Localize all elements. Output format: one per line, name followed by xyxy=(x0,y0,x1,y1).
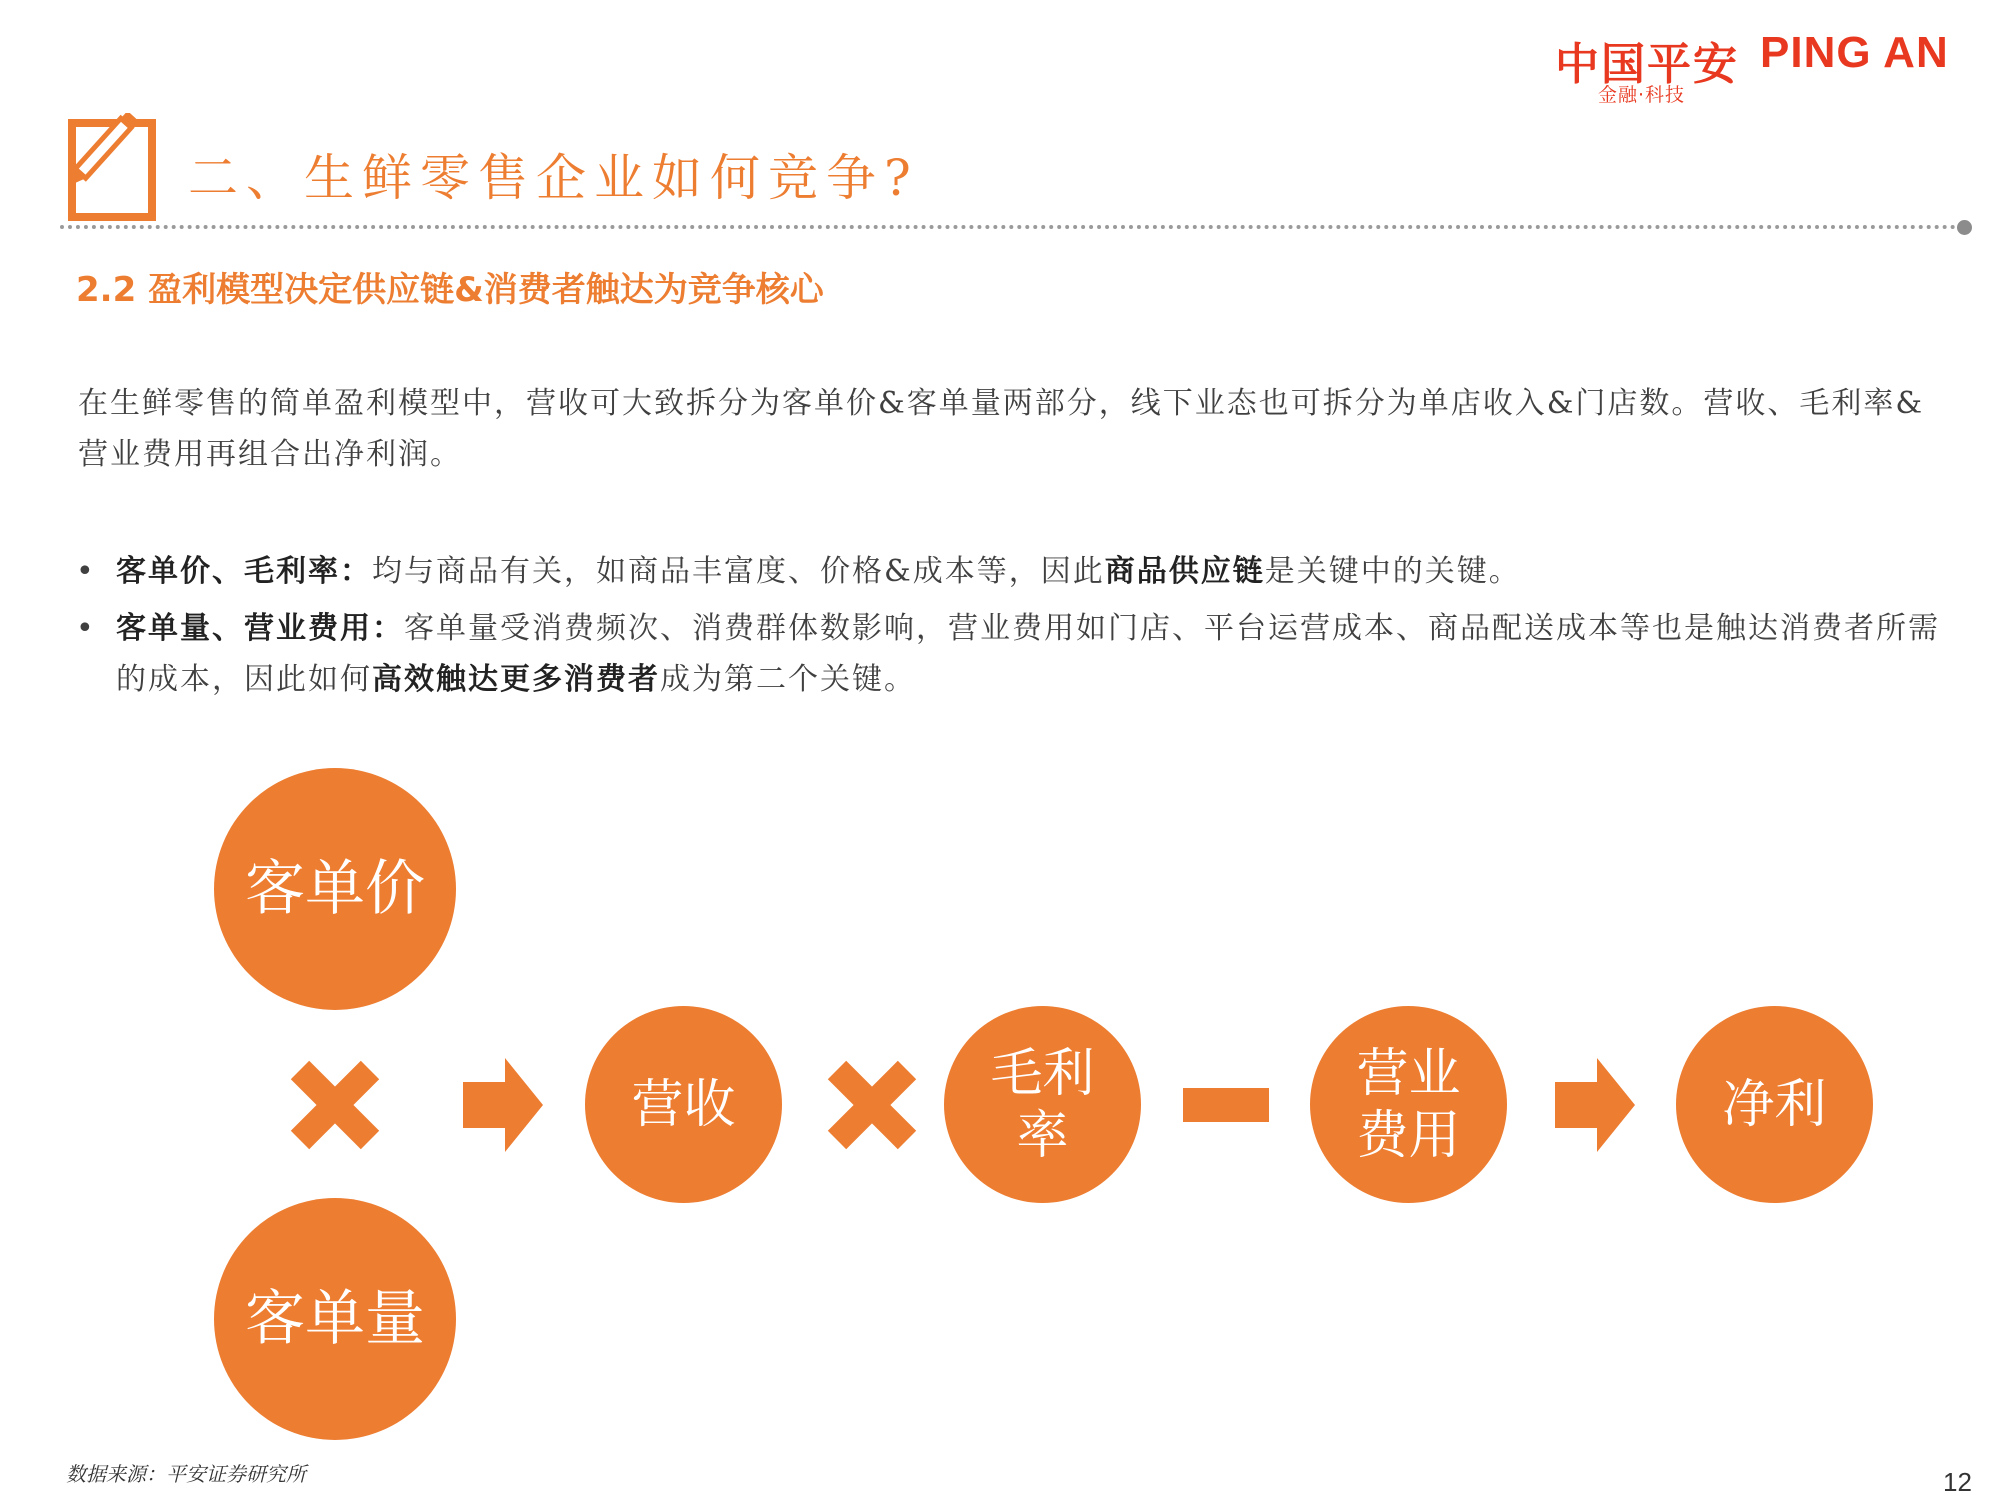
bullet-text: 是关键中的关键。 xyxy=(1264,554,1521,589)
bullet-item xyxy=(70,546,1950,597)
node-operating-expense: 营业费用 xyxy=(1310,1006,1507,1203)
node-order-volume: 客单量 xyxy=(214,1198,456,1440)
bullet-dot-icon: • xyxy=(76,554,96,589)
bullet-emphasis: 高效触达更多消费者 xyxy=(372,662,660,697)
pencil-square-icon xyxy=(68,113,160,223)
bullet-text: 成为第二个关键。 xyxy=(660,662,916,697)
brand-tagline: 金融·科技 xyxy=(1598,84,1686,106)
page-number: 12 xyxy=(1943,1467,1972,1497)
multiply-icon xyxy=(822,1055,922,1155)
multiply-icon xyxy=(285,1055,385,1155)
bullet-item xyxy=(70,603,1950,705)
bullet-label: 客单量、营业费用： xyxy=(116,611,404,646)
brand-logo-cn: 中国平安 xyxy=(1555,39,1739,90)
bullet-text: 均与商品有关，如商品丰富度、价格&成本等，因此 xyxy=(372,554,1105,589)
section-divider xyxy=(60,225,1965,229)
bullet-list xyxy=(70,546,1950,711)
intro-paragraph: 在生鲜零售的简单盈利模型中，营收可大致拆分为客单价&客单量两部分，线下业态也可拆分为单店收入&门店数。营收、毛利率&营业费用再组合出净利润。 xyxy=(78,386,1925,472)
source-footnote: 数据来源：平安证券研究所 xyxy=(66,1462,306,1486)
node-gross-margin: 毛利率 xyxy=(944,1006,1141,1203)
node-revenue: 营收 xyxy=(585,1006,782,1203)
slide-subtitle: 2.2 盈利模型决定供应链&消费者触达为竞争核心 xyxy=(76,270,824,310)
section-title: 二、生鲜零售企业如何竞争? xyxy=(188,149,919,207)
bullet-emphasis: 商品供应链 xyxy=(1104,554,1265,589)
node-net-profit: 净利 xyxy=(1676,1006,1873,1203)
bullet-text: 客单量受消费频次、消费群体数影响，营业费用如门店、平台运营成本、商品配送成本等也是触达消费者所需的成本，因此如何 xyxy=(116,611,1940,697)
arrow-right-icon xyxy=(463,1058,543,1152)
arrow-right-icon xyxy=(1555,1058,1635,1152)
bullet-dot-icon: • xyxy=(76,611,96,646)
bullet-label: 客单价、毛利率： xyxy=(116,554,372,589)
node-unit-price: 客单价 xyxy=(214,768,456,1010)
minus-icon xyxy=(1183,1088,1269,1122)
brand-logo-en: PING AN xyxy=(1760,28,1949,77)
divider-end-dot xyxy=(1957,220,1972,235)
